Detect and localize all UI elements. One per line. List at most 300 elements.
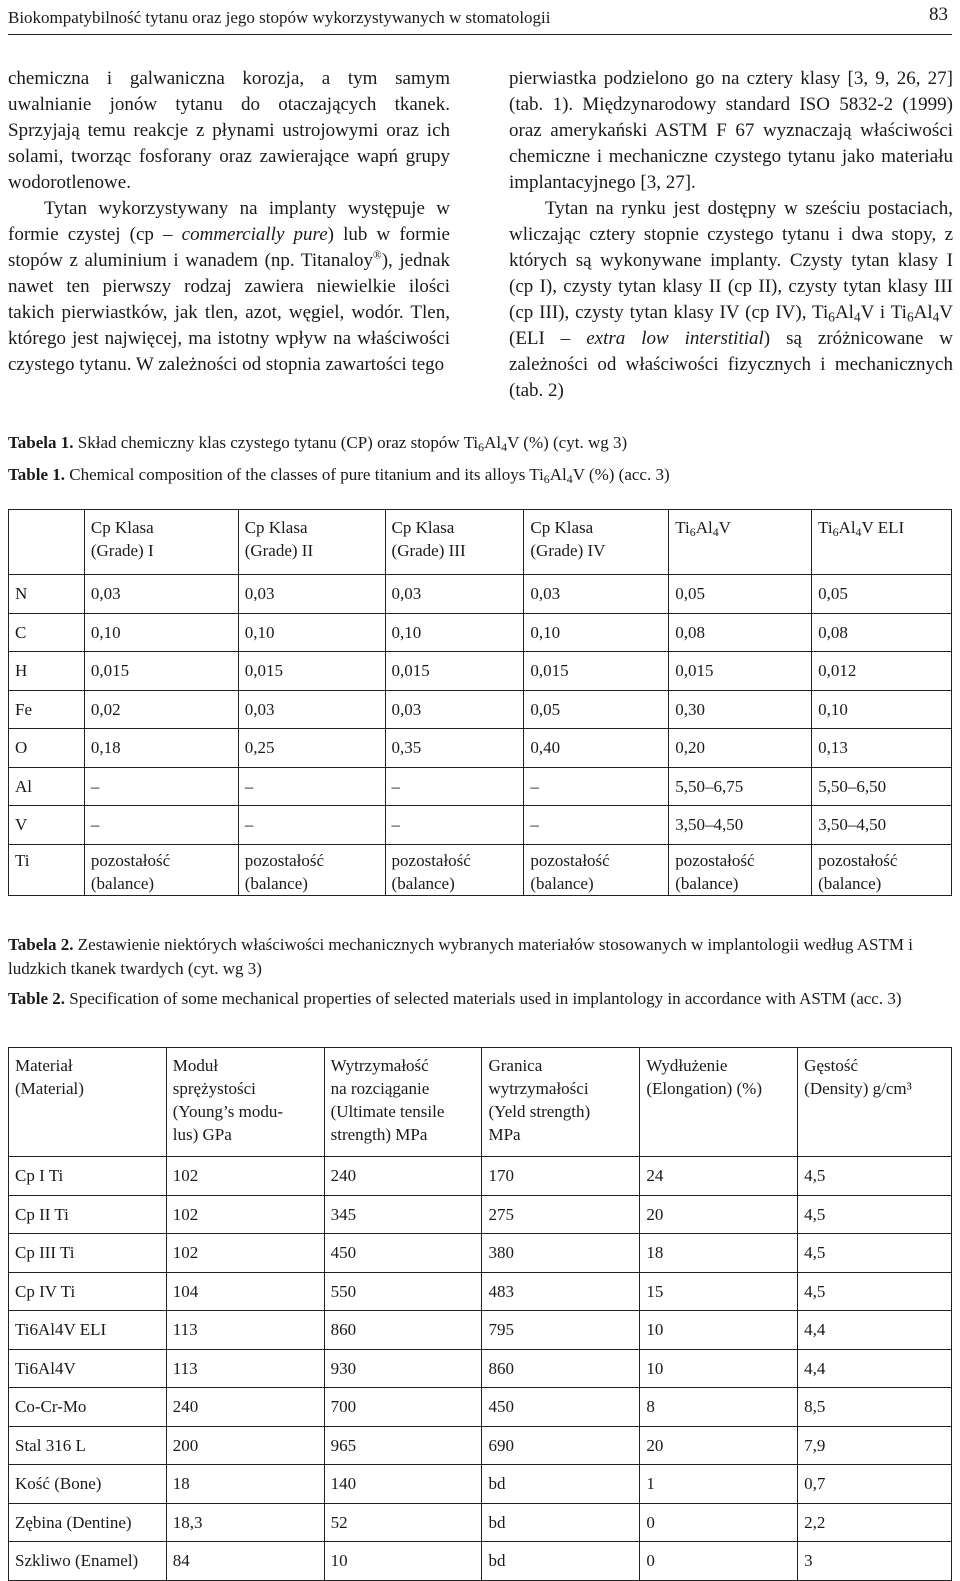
table1-cell: [812, 844, 952, 895]
cell-line: 0,18: [90, 738, 121, 758]
table2-cell: [640, 1195, 798, 1234]
cell-line: 0,015: [675, 661, 714, 681]
cell-line: 0,015: [530, 661, 569, 681]
cell-line: 0,10: [818, 699, 848, 719]
table2-cell: [9, 1465, 167, 1504]
table1-cell: [9, 613, 85, 652]
cell-line: 18: [172, 1474, 190, 1494]
table2-cell: [798, 1272, 952, 1311]
table1-cell: [385, 767, 524, 806]
table2-header-cell: [324, 1048, 482, 1157]
table-row: [9, 652, 952, 691]
table1-cell: [385, 613, 524, 652]
table1-cell: [524, 690, 669, 729]
cell-line: (balance): [530, 873, 594, 893]
table1-cell: [669, 844, 812, 895]
cell-line: 0,03: [391, 584, 422, 604]
cell-line: (balance): [244, 873, 308, 893]
cell-line: Cp Klasa: [530, 518, 594, 537]
cell-line: 104: [172, 1281, 199, 1301]
cell-line: 0,015: [244, 661, 283, 681]
cell-line: Cp III Ti: [15, 1243, 75, 1263]
table-row: [9, 1465, 952, 1504]
cell-line: (balance): [675, 873, 739, 893]
cell-line: –: [90, 776, 100, 796]
table1-cell: [812, 690, 952, 729]
table1-cell: [669, 690, 812, 729]
cell-line: 450: [488, 1397, 514, 1417]
table-row: [9, 729, 952, 768]
cell-line: pozostałość: [90, 850, 171, 870]
cell-line: –: [530, 776, 539, 796]
cell-line: N: [15, 584, 28, 604]
table2-cell: [166, 1542, 324, 1581]
cell-line: Granica: [488, 1056, 543, 1075]
cell-line: pozostałość: [391, 850, 471, 870]
cell-line: 0,03: [90, 584, 121, 604]
table2-cell: [640, 1542, 798, 1581]
table2-cell: [798, 1426, 952, 1465]
table2-cell: [9, 1388, 167, 1427]
table-row: [9, 806, 952, 845]
cell-line: Wytrzymałość: [330, 1056, 429, 1075]
cell-line: 10: [330, 1551, 348, 1571]
table2-cell: [640, 1503, 798, 1542]
table1-cell: [238, 844, 385, 895]
table2-cell: [482, 1234, 640, 1273]
table1-cell: [812, 613, 952, 652]
cell-line: C: [15, 622, 27, 642]
cell-line: 0,10: [391, 622, 422, 642]
cell-line: Wydłużenie: [646, 1056, 728, 1075]
table2-cell: [9, 1426, 167, 1465]
table-row: [9, 1234, 952, 1273]
table1-cell: [9, 767, 85, 806]
table1-header-cell: [238, 510, 385, 575]
cell-line: 0,20: [675, 738, 705, 758]
table1-cell: [238, 690, 385, 729]
table2-cell: [166, 1388, 324, 1427]
cell-line: 4,5: [804, 1166, 826, 1186]
table2-cell: [166, 1195, 324, 1234]
table2-cell: [798, 1388, 952, 1427]
cell-line: (balance): [391, 873, 455, 893]
cell-line: bd: [488, 1512, 506, 1532]
table1-cell: [84, 844, 238, 895]
table2-cell: [166, 1503, 324, 1542]
cell-line: 3,50–4,50: [818, 815, 887, 835]
cell-line: 0,10: [90, 622, 121, 642]
cell-line: 18,3: [172, 1512, 203, 1532]
cell-line: 4,5: [804, 1281, 826, 1301]
table-row: [9, 844, 952, 895]
cell-line: Zębina (Dentine): [15, 1512, 132, 1532]
table2-cell: [640, 1349, 798, 1388]
cell-line: 113: [172, 1320, 198, 1340]
cell-line: 10: [646, 1320, 664, 1340]
cell-line: Materiał: [15, 1056, 73, 1075]
cell-line: Cp I Ti: [15, 1166, 64, 1186]
cell-line: Cp Klasa: [391, 518, 455, 537]
cell-line: –: [244, 776, 254, 796]
table1-cell: [9, 806, 85, 845]
table1-cell: [385, 729, 524, 768]
cell-line: (Grade) III: [391, 541, 466, 560]
table-row: [9, 1272, 952, 1311]
cell-line: 102: [172, 1243, 199, 1263]
table2-header-cell: [9, 1048, 167, 1157]
table1-cell: [524, 844, 669, 895]
table1-cell: [385, 690, 524, 729]
cell-line: (balance): [818, 873, 882, 893]
cell-line: 7,9: [804, 1435, 826, 1455]
table1-cell: [669, 575, 812, 614]
table1-caption-en: Table 1. Chemical composition of the classes of pure titanium and its alloys $Ti_6Al_4V$ (%) (acc. 3): [8, 465, 670, 486]
table1-header-cell: $Ti_6Al_4V$ ELI: [812, 510, 952, 575]
table2-cell: [640, 1388, 798, 1427]
cell-line: 0,015: [391, 661, 430, 681]
cell-line: Al: [15, 776, 32, 796]
table-row: [9, 1349, 952, 1388]
table2-caption-en: Table 2. Specification of some mechanical properties of selected materials used in implantology in accordance with ASTM (acc. 3): [8, 989, 902, 1008]
table1-cell: [84, 613, 238, 652]
paragraph: Tytan wykorzystywany na implanty występuje w formie czystej (cp – commercially pure) lub w formie stopów z aluminium i wanadem (np. Titanaloy®), jednak nawet ten pierwszy rodzaj zawiera niewielkie ilości takich pierwiastków, jak tlen, azot, węgiel, wodór. Tlen, którego jest najwięcej, ma istotny wpływ na właściwości czystego tytanu. W zależności od stopnia zawartości tego: [8, 198, 450, 375]
cell-line: 8,5: [804, 1397, 826, 1417]
table1-cell: [385, 844, 524, 895]
cell-line: 690: [488, 1435, 514, 1455]
table2-cell: [798, 1503, 952, 1542]
table2-cell: [798, 1195, 952, 1234]
cell-line: Fe: [15, 699, 32, 719]
table1-cell: [669, 767, 812, 806]
table-row: [9, 1311, 952, 1350]
table1-cell: [812, 652, 952, 691]
table2-cell: [482, 1503, 640, 1542]
cell-line: MPa: [488, 1125, 521, 1144]
cell-line: 795: [488, 1320, 514, 1340]
cell-line: 0,10: [244, 622, 275, 642]
table1-cell: [84, 806, 238, 845]
cell-line: (Grade) II: [244, 541, 314, 560]
cell-line: 0,08: [675, 622, 705, 642]
table2-header-cell: [166, 1048, 324, 1157]
cell-line: 0,30: [675, 699, 705, 719]
table1-cell: [385, 806, 524, 845]
table2-cell: [640, 1272, 798, 1311]
table1-caption-pl: Tabela 1. Skład chemiczny klas czystego tytanu (CP) oraz stopów $Ti_6Al_4V$ (%) (cyt. wg 3): [8, 433, 628, 454]
cell-line: 20: [646, 1204, 664, 1224]
table2-caption-pl: Tabela 2. Zestawienie niektórych właściwości mechanicznych wybranych materiałów stosowanych w implantologii według ASTM i ludzkich tkanek twardych (cyt. wg 3): [8, 935, 913, 978]
cell-line: Cp Klasa: [244, 518, 308, 537]
cell-line: Co-Cr-Mo: [15, 1397, 87, 1417]
table2-cell: [9, 1349, 167, 1388]
cell-line: lus) GPa: [172, 1125, 232, 1144]
cell-line: 200: [172, 1435, 199, 1455]
cell-line: Cp Klasa: [90, 518, 154, 537]
cell-line: 113: [172, 1358, 198, 1378]
cell-line: Ti: [15, 850, 30, 870]
cell-line: 2,2: [804, 1512, 826, 1532]
table2-cell: [482, 1465, 640, 1504]
cell-line: –: [391, 776, 401, 796]
cell-line: pozostałość: [530, 850, 610, 870]
table1-cell: [524, 652, 669, 691]
table2-cell: [798, 1349, 952, 1388]
table2-cell: [324, 1272, 482, 1311]
table1-cell: [524, 767, 669, 806]
cell-line: 0,7: [804, 1474, 826, 1494]
table2-cell: [482, 1388, 640, 1427]
table1-cell: [238, 652, 385, 691]
cell-line: 0,012: [818, 661, 857, 681]
table2-cell: [166, 1234, 324, 1273]
table2-cell: [482, 1195, 640, 1234]
table1-cell: [84, 690, 238, 729]
table2-cell: [482, 1542, 640, 1581]
cell-line: 860: [488, 1358, 514, 1378]
left-text-column: [8, 66, 450, 378]
cell-line: 102: [172, 1166, 199, 1186]
cell-line: Kość (Bone): [15, 1474, 102, 1494]
cell-line: pozostałość: [675, 850, 755, 870]
table-row: [9, 613, 952, 652]
cell-line: (Ultimate tensile: [330, 1102, 445, 1121]
cell-line: 0,05: [818, 584, 848, 604]
table2-cell: [482, 1349, 640, 1388]
cell-line: 4,4: [804, 1320, 826, 1340]
cell-line: 5,50–6,75: [675, 776, 744, 796]
table1-cell: [238, 806, 385, 845]
cell-line: 3: [804, 1551, 813, 1571]
table2-cell: [9, 1195, 167, 1234]
table2-cell: [166, 1157, 324, 1196]
cell-line: pozostałość: [244, 850, 325, 870]
table1-cell: [812, 729, 952, 768]
cell-line: Cp II Ti: [15, 1204, 69, 1224]
cell-line: Moduł: [172, 1056, 219, 1075]
table2-cell: [640, 1465, 798, 1504]
table2-cell: [166, 1311, 324, 1350]
table1-cell: [812, 767, 952, 806]
cell-line: bd: [488, 1551, 506, 1571]
table2-cell: [482, 1157, 640, 1196]
cell-line: 10: [646, 1358, 664, 1378]
cell-line: Cp IV Ti: [15, 1281, 76, 1301]
table2-cell: [324, 1503, 482, 1542]
table1-cell: [9, 844, 85, 895]
cell-line: (Young’s modu-: [172, 1102, 283, 1121]
cell-line: 345: [330, 1204, 357, 1224]
table1-cell: [812, 575, 952, 614]
running-header: [8, 4, 952, 35]
cell-line: Szkliwo (Enamel): [15, 1551, 139, 1571]
table2-cell: [324, 1426, 482, 1465]
table1-cell: [385, 652, 524, 691]
running-title: Biokompatybilność tytanu oraz jego stopów wykorzystywanych w stomatologii: [8, 8, 551, 27]
table1-cell: [9, 575, 85, 614]
table1-header-cell: [524, 510, 669, 575]
table1-header-cell: [84, 510, 238, 575]
table2-cell: [640, 1311, 798, 1350]
cell-line: na rozciąganie: [330, 1079, 430, 1098]
cell-line: 4,4: [804, 1358, 826, 1378]
table-row: [9, 575, 952, 614]
cell-line: 930: [330, 1358, 357, 1378]
cell-line: pozostałość: [818, 850, 898, 870]
table2-header-cell: [482, 1048, 640, 1157]
table-row: [9, 1426, 952, 1465]
cell-line: 8: [646, 1397, 655, 1417]
table2-cell: [640, 1234, 798, 1273]
table2-cell: [482, 1311, 640, 1350]
table2-cell: [324, 1234, 482, 1273]
table2-header-cell: [798, 1048, 952, 1157]
cell-line: 170: [488, 1166, 514, 1186]
cell-line: 0,35: [391, 738, 422, 758]
right-text-column: [509, 66, 953, 404]
table2-cell: [9, 1542, 167, 1581]
paragraph: pierwiastka podzielono go na cztery klasy [3, 9, 26, 27] (tab. 1). Międzynarodowy standard ISO 5832-2 (1999) oraz amerykański ASTM F 67 wyznaczają właściwości chemiczne i mechaniczne czystego tytanu jako materiału implantacyjnego [3, 27].: [509, 68, 953, 193]
cell-line: (Elongation) (%): [646, 1079, 762, 1098]
cell-line: –: [90, 815, 100, 835]
cell-line: –: [530, 815, 539, 835]
table-row: [9, 1195, 952, 1234]
cell-line: 0: [646, 1512, 655, 1532]
table2-cell: [324, 1542, 482, 1581]
table1-cell: [524, 729, 669, 768]
table1-cell: [84, 575, 238, 614]
table1-cell: [238, 613, 385, 652]
cell-line: Ti6Al4V ELI: [15, 1320, 107, 1340]
table2-cell: [324, 1195, 482, 1234]
cell-line: 0,02: [90, 699, 121, 719]
table2-cell: [166, 1349, 324, 1388]
table1-header-cell: [9, 510, 85, 575]
paragraph: Tytan na rynku jest dostępny w sześciu postaciach, wliczając cztery stopnie czystego tytanu i dwa stopy, z których są wykonywane implanty. Czysty tytan klasy I (cp I), czysty tytan klasy II (cp II), czysty tytan klasy III (cp III), czysty tytan klasy IV (cp IV), $Ti_6Al_4V$ i $Ti_6Al_4V$ (ELI – extra low interstitial) są zróżnicowane w zależności od właściwości fizycznych i mechanicznych (tab. 2): [509, 198, 954, 401]
table1-chemical-composition: [8, 509, 952, 896]
cell-line: 0: [646, 1551, 655, 1571]
cell-line: strength) MPa: [330, 1125, 428, 1144]
cell-line: 24: [646, 1166, 664, 1186]
cell-line: 965: [330, 1435, 357, 1455]
cell-line: 5,50–6,50: [818, 776, 887, 796]
cell-line: 240: [330, 1166, 357, 1186]
table2-cell: [482, 1272, 640, 1311]
table2-cell: [798, 1542, 952, 1581]
cell-line: wytrzymałości: [488, 1079, 589, 1098]
table2-cell: [482, 1426, 640, 1465]
table1-header-cell: $Ti_6Al_4V$: [669, 510, 812, 575]
cell-line: 4,5: [804, 1243, 826, 1263]
cell-line: 0,08: [818, 622, 848, 642]
cell-line: 3,50–4,50: [675, 815, 744, 835]
table1-cell: [669, 806, 812, 845]
cell-line: 0,10: [530, 622, 561, 642]
table-row: [9, 1388, 952, 1427]
cell-line: Ti6Al4V: [15, 1358, 76, 1378]
cell-line: 1: [646, 1474, 655, 1494]
cell-line: O: [15, 738, 28, 758]
cell-line: –: [244, 815, 254, 835]
table-row: [9, 1157, 952, 1196]
cell-line: 0,03: [391, 699, 422, 719]
table2-cell: [324, 1465, 482, 1504]
table1-cell: [238, 729, 385, 768]
cell-line: 18: [646, 1243, 664, 1263]
table2-cell: [640, 1157, 798, 1196]
cell-line: 0,03: [530, 584, 561, 604]
cell-line: 240: [172, 1397, 199, 1417]
table2-cell: [166, 1465, 324, 1504]
table1-cell: [524, 806, 669, 845]
cell-line: 275: [488, 1204, 514, 1224]
table2-cell: [324, 1349, 482, 1388]
table1-cell: [84, 729, 238, 768]
table1-cell: [524, 575, 669, 614]
table2-mechanical-properties: [8, 1047, 952, 1581]
table-row: [9, 767, 952, 806]
table1-cell: [9, 729, 85, 768]
table-row: [9, 1542, 952, 1581]
cell-line: Stal 316 L: [15, 1435, 86, 1455]
cell-line: (Grade) IV: [530, 541, 606, 560]
cell-line: bd: [488, 1474, 506, 1494]
cell-line: (balance): [90, 873, 155, 893]
table2-cell: [324, 1157, 482, 1196]
table-row: [9, 1503, 952, 1542]
table2-cell: [324, 1311, 482, 1350]
table2-cell: [166, 1426, 324, 1465]
cell-line: –: [391, 815, 401, 835]
cell-line: 140: [330, 1474, 357, 1494]
cell-line: 0,015: [90, 661, 130, 681]
cell-line: (Yeld strength): [488, 1102, 591, 1121]
cell-line: 700: [330, 1397, 357, 1417]
table1-cell: [812, 806, 952, 845]
table2-cell: [166, 1272, 324, 1311]
table1-cell: [524, 613, 669, 652]
cell-line: Gęstość: [804, 1056, 858, 1075]
cell-line: 84: [172, 1551, 190, 1571]
cell-line: H: [15, 661, 28, 681]
table2-cell: [640, 1426, 798, 1465]
table1-cell: [9, 690, 85, 729]
table1-cell: [84, 767, 238, 806]
table1-cell: [669, 613, 812, 652]
cell-line: sprężystości: [172, 1079, 256, 1098]
cell-line: 0,05: [675, 584, 705, 604]
table1-cell: [238, 575, 385, 614]
table-row: [9, 690, 952, 729]
table1-cell: [385, 575, 524, 614]
table2-cell: [798, 1465, 952, 1504]
cell-line: 550: [330, 1281, 357, 1301]
table2-cell: [324, 1388, 482, 1427]
cell-line: 15: [646, 1281, 664, 1301]
cell-line: 52: [330, 1512, 348, 1532]
cell-line: 102: [172, 1204, 199, 1224]
cell-line: 0,25: [244, 738, 275, 758]
cell-line: 450: [330, 1243, 357, 1263]
cell-line: 483: [488, 1281, 514, 1301]
cell-line: 0,03: [244, 584, 275, 604]
paragraph: chemiczna i galwaniczna korozja, a tym samym uwalnianie jonów tytanu do otaczających tkanek. Sprzyjają temu reakcje z płynami ustrojowymi oraz ich solami, tworząc fosforany oraz zawierające wapń grupy wodorotlenowe.: [8, 68, 450, 193]
table2-cell: [9, 1234, 167, 1273]
table2-header-cell: [640, 1048, 798, 1157]
table2-cell: [9, 1157, 167, 1196]
table1-cell: [669, 652, 812, 691]
table2-cell: [9, 1272, 167, 1311]
